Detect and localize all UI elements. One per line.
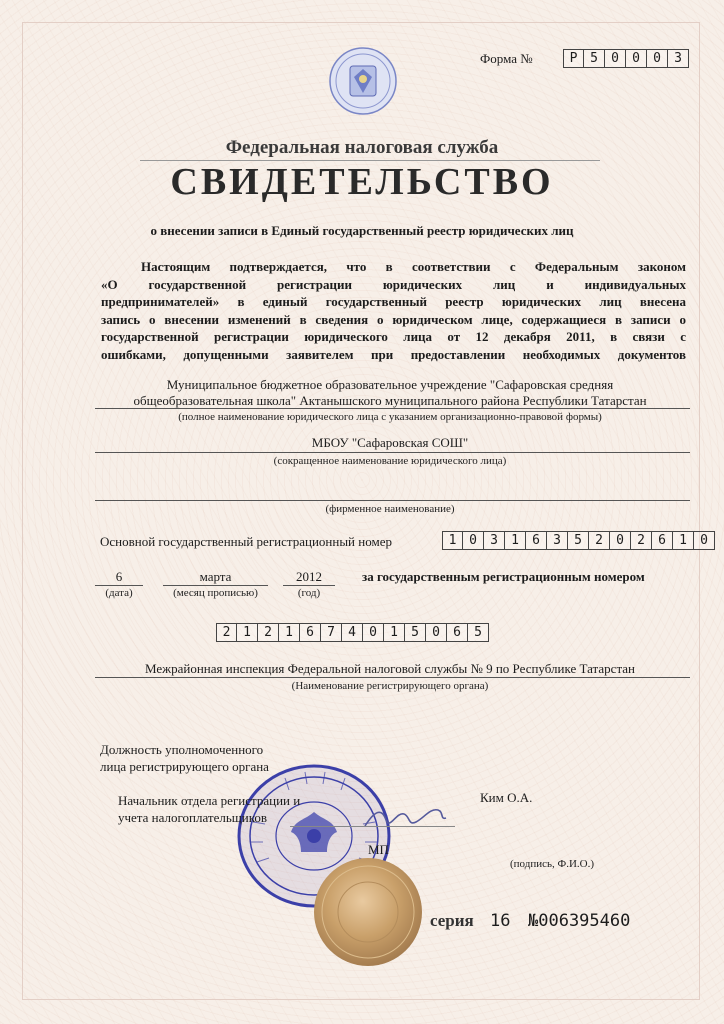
- ogrn-digit: 1: [505, 531, 526, 550]
- ogrn-digit: 1: [673, 531, 694, 550]
- date-year: 2012: [296, 569, 322, 584]
- body-line: Настоящим подтверждается, что в соответствии с Федеральным законом: [141, 259, 686, 274]
- body-line: государственной регистрации юридического лица от 12 декабря 2011, в связи с: [101, 329, 686, 344]
- signature-underline: [290, 826, 455, 827]
- short-name-underline: [95, 452, 690, 453]
- authority-underline: [95, 677, 690, 678]
- date-month-caption: (месяц прописью): [173, 587, 258, 599]
- body-line: ошибками, допущенными заявителем при предоставлении необходимых документов: [101, 346, 686, 362]
- grn-digit: 2: [258, 623, 279, 642]
- ogrn-digit: 0: [610, 531, 631, 550]
- ogrn-digit: 3: [547, 531, 568, 550]
- grn-digit: 1: [279, 623, 300, 642]
- grn-cells: [216, 623, 489, 642]
- form-number-cell: 5: [584, 49, 605, 68]
- grn-digit: 1: [237, 623, 258, 642]
- ogrn-digit: 3: [484, 531, 505, 550]
- ogrn-digit: 5: [568, 531, 589, 550]
- form-number-cell: Р: [563, 49, 584, 68]
- ogrn-digit: 2: [631, 531, 652, 550]
- mp-label: МП: [368, 842, 389, 857]
- ogrn-digit: 6: [652, 531, 673, 550]
- date-day: 6: [115, 569, 123, 584]
- form-label: Форма №: [480, 51, 533, 66]
- series-number: 16: [490, 911, 511, 931]
- ogrn-digit: 2: [589, 531, 610, 550]
- grn-digit: 2: [216, 623, 237, 642]
- form-number-cell: 0: [647, 49, 668, 68]
- body-paragraph: [101, 258, 686, 363]
- date-month-underline: [163, 585, 268, 586]
- date-month: марта: [199, 569, 232, 584]
- title-line1: Начальник отдела регистрации и: [118, 793, 301, 808]
- date-year-caption: (год): [297, 587, 321, 599]
- ogrn-digit: 0: [694, 531, 715, 550]
- short-name: МБОУ "Сафаровская СОШ": [311, 435, 469, 450]
- ogrn-cells: [442, 531, 715, 550]
- ogrn-digit: 1: [442, 531, 463, 550]
- body-line: запись о внесении изменений в сведения о юридическом лице, содержащиеся в записи о: [101, 311, 686, 327]
- body-line: «О государственной регистрации юридических лиц и индивидуальных: [101, 276, 686, 292]
- date-year-underline: [283, 585, 335, 586]
- document-title: СВИДЕТЕЛЬСТВО: [170, 161, 554, 203]
- series-label: серия: [430, 911, 474, 930]
- grn-digit: 6: [300, 623, 321, 642]
- form-number-cells: [563, 49, 689, 68]
- grn-label: за государственным регистрационным номером: [362, 569, 645, 584]
- authority-caption: (Наименование регистрирующего органа): [291, 680, 489, 692]
- ogrn-digit: 0: [463, 531, 484, 550]
- ogrn-label: Основной государственный регистрационный номер: [100, 534, 392, 549]
- grn-digit: 1: [384, 623, 405, 642]
- grn-digit: 0: [426, 623, 447, 642]
- full-name-line2: общеобразовательная школа" Актанышского муниципального района Республики Татарстан: [133, 393, 647, 408]
- form-number-cell: 0: [605, 49, 626, 68]
- hologram-seal-icon: [312, 856, 424, 968]
- signature-caption: (подпись, Ф.И.О.): [510, 858, 594, 870]
- authority-name: Межрайонная инспекция Федеральной налоговой службы № 9 по Республике Татарстан: [144, 661, 636, 676]
- signer-name: Ким О.А.: [480, 790, 533, 805]
- form-number-cell: 3: [668, 49, 689, 68]
- document-subtitle: о внесении записи в Единый государственный реестр юридических лиц: [150, 223, 574, 238]
- brand-name-caption: (фирменное наименование): [325, 503, 455, 515]
- full-name-line1: Муниципальное бюджетное образовательное учреждение "Сафаровская средняя: [166, 377, 614, 392]
- ogrn-digit: 6: [526, 531, 547, 550]
- full-name-caption: (полное наименование юридического лица с указанием организационно-правовой формы): [178, 411, 602, 423]
- brand-name-underline: [95, 500, 690, 501]
- body-line: предпринимателей» в единый государственный реестр юридических лиц внесена: [101, 294, 686, 309]
- certificate-number: №006395460: [528, 911, 631, 931]
- handwritten-signature-icon: [360, 800, 450, 836]
- title-line2: учета налогоплательщиков: [118, 810, 268, 825]
- agency-name: Федеральная налоговая служба: [225, 137, 499, 158]
- position-line2: лица регистрирующего органа: [100, 759, 269, 774]
- grn-digit: 5: [405, 623, 426, 642]
- grn-digit: 7: [321, 623, 342, 642]
- date-day-underline: [95, 585, 143, 586]
- grn-digit: 0: [363, 623, 384, 642]
- grn-digit: 6: [447, 623, 468, 642]
- position-line1: Должность уполномоченного: [100, 742, 264, 757]
- full-name-underline: [95, 408, 690, 409]
- short-name-caption: (сокращенное наименование юридического лица): [273, 455, 507, 467]
- fns-emblem-icon: [328, 46, 398, 116]
- grn-digit: 5: [468, 623, 489, 642]
- date-day-caption: (дата): [105, 587, 133, 599]
- form-number-cell: 0: [626, 49, 647, 68]
- grn-digit: 4: [342, 623, 363, 642]
